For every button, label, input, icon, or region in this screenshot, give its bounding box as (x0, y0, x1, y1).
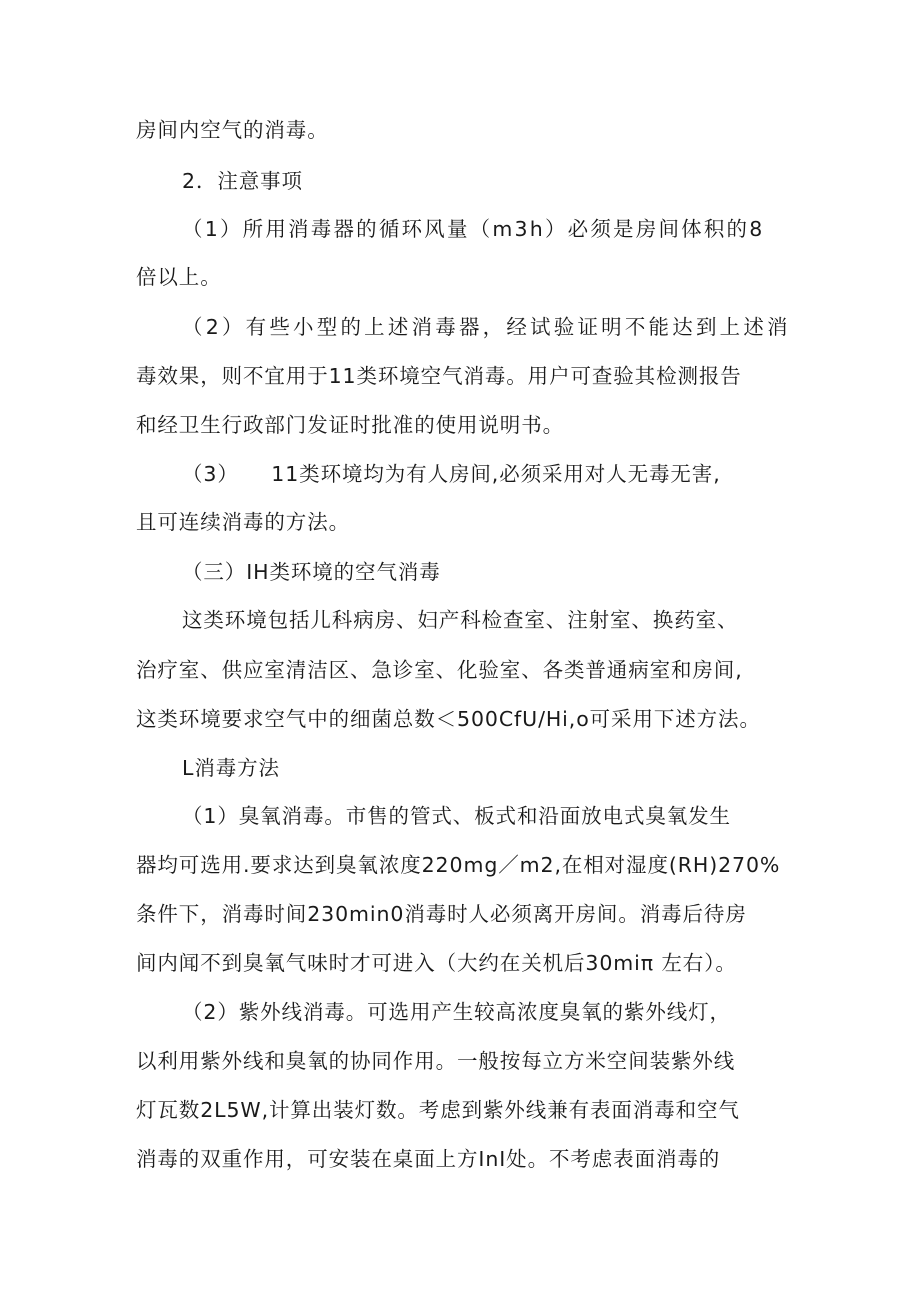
text-line-8: （3） 11类环境均为有人房间,必须采用对人无毒无害, (182, 462, 721, 486)
text-line-6: 毒效果，则不宜用于11类环境空气消毒。用户可查验其检测报告 (136, 364, 742, 388)
text-line-17: 条件下，消毒时间230min0消毒时人必须离开房间。消毒后待房 (136, 902, 747, 926)
text-line-22: 消毒的双重作用，可安装在桌面上方InI处。不考虑表面消毒的 (136, 1147, 721, 1171)
text-line-4: 倍以上。 (136, 265, 222, 289)
text-line-12: 治疗室、供应室清洁区、急诊室、化验室、各类普通病室和房间, (136, 658, 743, 682)
text-line-16: 器均可选用.要求达到臭氧浓度220mg／m2,在相对湿度(RH)270% (136, 853, 781, 877)
text-line-15: （1）臭氧消毒。市售的管式、板式和沿面放电式臭氧发生 (182, 804, 731, 828)
text-line-13: 这类环境要求空气中的细菌总数＜500CfU/Hi,o可采用下述方法。 (136, 707, 761, 731)
text-line-9: 且可连续消毒的方法。 (136, 510, 350, 534)
text-line-19: （2）紫外线消毒。可选用产生较高浓度臭氧的紫外线灯， (182, 1000, 731, 1024)
section-heading-methods: L消毒方法 (182, 756, 280, 780)
text-line-5: （2）有些小型的上述消毒器，经试验证明不能达到上述消 (182, 315, 791, 339)
text-line-18: 间内闻不到臭氧气味时才可进入（大约在关机后30miπ 左右）。 (136, 951, 737, 975)
text-line-1: 房间内空气的消毒。 (136, 118, 329, 142)
text-line-21: 灯瓦数2L5W,计算出装灯数。考虑到紫外线兼有表面消毒和空气 (136, 1098, 740, 1122)
section-heading-class-iii: （三）IH类环境的空气消毒 (182, 560, 441, 584)
text-line-11: 这类环境包括儿科病房、妇产科检查室、注射室、换药室、 (182, 608, 739, 632)
text-line-3: （1）所用消毒器的循环风量（m3h）必须是房间体积的8 (182, 217, 765, 241)
section-heading-precautions: 2．注意事项 (182, 169, 303, 193)
text-line-20: 以利用紫外线和臭氧的协同作用。一般按每立方米空间装紫外线 (136, 1049, 736, 1073)
text-line-7: 和经卫生行政部门发证时批准的使用说明书。 (136, 413, 564, 437)
